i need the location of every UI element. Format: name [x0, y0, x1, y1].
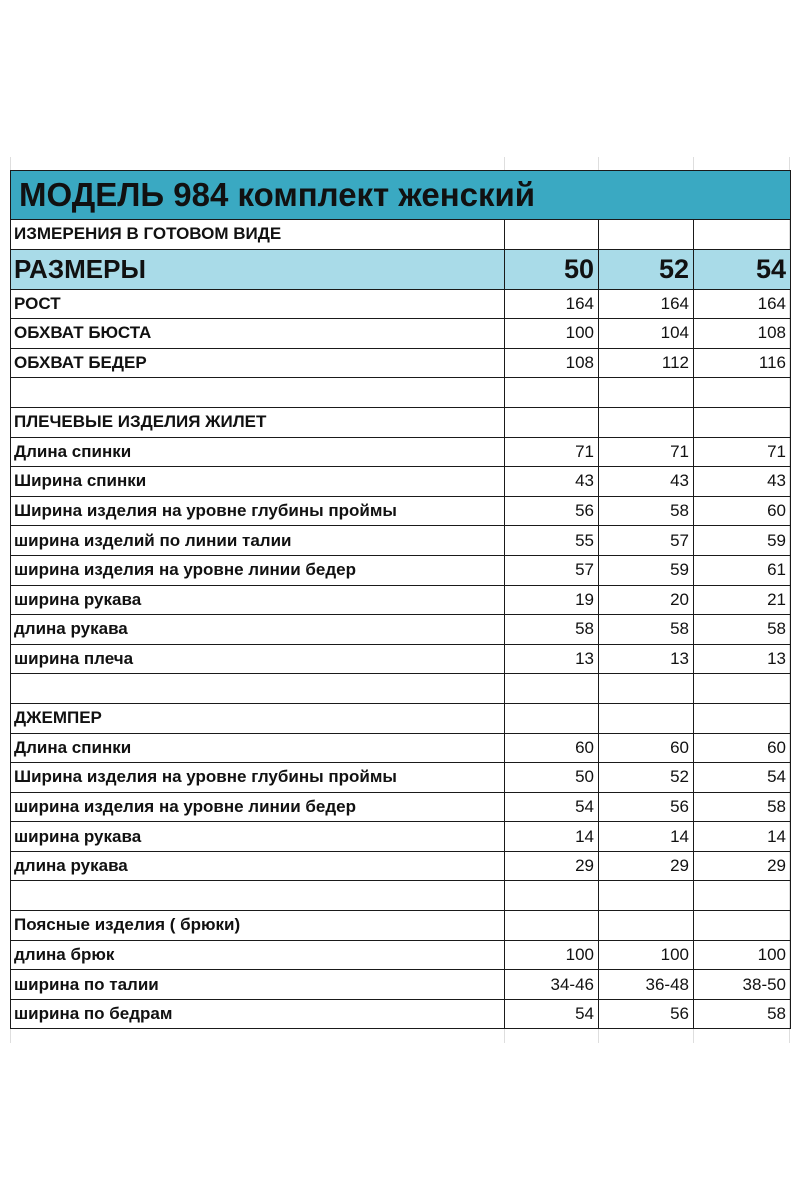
row-label[interactable]: Поясные изделия ( брюки): [11, 911, 505, 941]
table-cell[interactable]: 164: [599, 289, 694, 319]
table-cell[interactable]: 108: [694, 319, 791, 349]
row-label[interactable]: ширина по бедрам: [11, 999, 505, 1029]
table-cell[interactable]: 71: [505, 437, 599, 467]
table-cell[interactable]: 100: [505, 940, 599, 970]
table-cell[interactable]: 14: [694, 822, 791, 852]
table-cell[interactable]: 58: [694, 792, 791, 822]
table-cell[interactable]: 58: [505, 615, 599, 645]
table-cell[interactable]: [694, 378, 791, 408]
table-row: [11, 674, 791, 704]
row-label[interactable]: Длина спинки: [11, 437, 505, 467]
row-label[interactable]: ширина по талии: [11, 970, 505, 1000]
table-row: [11, 970, 791, 1000]
table-cell[interactable]: [694, 911, 791, 941]
row-label[interactable]: ДЖЕМПЕР: [11, 703, 505, 733]
table-cell[interactable]: [599, 220, 694, 250]
table-cell[interactable]: [694, 881, 791, 911]
table-row: [11, 999, 791, 1029]
row-label[interactable]: длина брюк: [11, 940, 505, 970]
sizes-header-row: [11, 249, 791, 289]
table-cell[interactable]: 100: [505, 319, 599, 349]
table-row: [11, 526, 791, 556]
table-cell[interactable]: 58: [694, 999, 791, 1029]
table-row: [11, 378, 791, 408]
table-cell[interactable]: 54: [694, 763, 791, 793]
table-cell[interactable]: 29: [599, 851, 694, 881]
table-cell[interactable]: 20: [599, 585, 694, 615]
table-cell[interactable]: 60: [694, 733, 791, 763]
table-row: [11, 851, 791, 881]
table-cell[interactable]: 116: [694, 348, 791, 378]
table-cell[interactable]: 71: [599, 437, 694, 467]
spreadsheet-sheet: [0, 157, 800, 1043]
table-row: [11, 615, 791, 645]
table-cell[interactable]: 13: [694, 644, 791, 674]
table-row: [11, 792, 791, 822]
table-row: [11, 289, 791, 319]
table-cell[interactable]: 14: [599, 822, 694, 852]
table-cell[interactable]: [505, 911, 599, 941]
table-row: [11, 644, 791, 674]
table-cell[interactable]: 55: [505, 526, 599, 556]
table-cell[interactable]: [505, 881, 599, 911]
table-cell[interactable]: [599, 881, 694, 911]
row-label[interactable]: длина рукава: [11, 851, 505, 881]
row-label[interactable]: Длина спинки: [11, 733, 505, 763]
table-cell[interactable]: [599, 378, 694, 408]
row-label[interactable]: ширина рукава: [11, 822, 505, 852]
row-label[interactable]: ширина изделия на уровне линии бедер: [11, 555, 505, 585]
row-label[interactable]: ширина изделий по линии талии: [11, 526, 505, 556]
subtitle-row: [11, 220, 791, 250]
table-cell[interactable]: 112: [599, 348, 694, 378]
table-cell[interactable]: 13: [505, 644, 599, 674]
table-row: [11, 348, 791, 378]
table-cell[interactable]: [505, 674, 599, 704]
table-cell[interactable]: 164: [694, 289, 791, 319]
table-row: [11, 467, 791, 497]
table-cell[interactable]: [505, 703, 599, 733]
table-cell[interactable]: 38-50: [694, 970, 791, 1000]
table-cell[interactable]: 57: [599, 526, 694, 556]
table-cell[interactable]: [599, 703, 694, 733]
row-label[interactable]: [11, 378, 505, 408]
table-row: [11, 319, 791, 349]
table-cell[interactable]: 164: [505, 289, 599, 319]
table-cell[interactable]: 43: [694, 467, 791, 497]
table-row: [11, 703, 791, 733]
table-cell[interactable]: [505, 220, 599, 250]
table-cell[interactable]: 43: [505, 467, 599, 497]
table-row: [11, 733, 791, 763]
size-header-cell[interactable]: 50: [505, 249, 599, 289]
size-header-cell[interactable]: 54: [694, 249, 791, 289]
size-table: [10, 170, 791, 1029]
table-cell[interactable]: 108: [505, 348, 599, 378]
table-row: [11, 940, 791, 970]
table-cell[interactable]: 29: [505, 851, 599, 881]
table-cell[interactable]: 104: [599, 319, 694, 349]
row-label[interactable]: [11, 881, 505, 911]
row-label[interactable]: ПЛЕЧЕВЫЕ ИЗДЕЛИЯ ЖИЛЕТ: [11, 407, 505, 437]
table-row: [11, 585, 791, 615]
table-row: [11, 822, 791, 852]
table-row: [11, 496, 791, 526]
table-cell[interactable]: 50: [505, 763, 599, 793]
table-row: [11, 437, 791, 467]
table-cell[interactable]: 71: [694, 437, 791, 467]
table-cell[interactable]: 34-46: [505, 970, 599, 1000]
table-row: [11, 881, 791, 911]
table-cell[interactable]: 58: [599, 615, 694, 645]
table-cell[interactable]: [694, 407, 791, 437]
table-cell[interactable]: [694, 220, 791, 250]
sizes-label[interactable]: РАЗМЕРЫ: [11, 249, 505, 289]
row-label[interactable]: ОБХВАТ БЮСТА: [11, 319, 505, 349]
row-label[interactable]: [11, 674, 505, 704]
table-cell[interactable]: 60: [694, 496, 791, 526]
table-cell[interactable]: 29: [694, 851, 791, 881]
title-row: [11, 171, 791, 220]
row-label[interactable]: ОБХВАТ БЕДЕР: [11, 348, 505, 378]
table-cell[interactable]: 58: [599, 496, 694, 526]
row-label[interactable]: ширина рукава: [11, 585, 505, 615]
table-cell[interactable]: 57: [505, 555, 599, 585]
table-subtitle[interactable]: ИЗМЕРЕНИЯ В ГОТОВОМ ВИДЕ: [11, 220, 505, 250]
table-cell[interactable]: 19: [505, 585, 599, 615]
table-cell[interactable]: [599, 674, 694, 704]
row-label[interactable]: РОСТ: [11, 289, 505, 319]
table-cell[interactable]: [599, 407, 694, 437]
table-cell[interactable]: [599, 911, 694, 941]
table-cell[interactable]: 56: [599, 999, 694, 1029]
table-cell[interactable]: [694, 674, 791, 704]
table-cell[interactable]: 36-48: [599, 970, 694, 1000]
row-label[interactable]: ширина плеча: [11, 644, 505, 674]
table-cell[interactable]: [505, 378, 599, 408]
table-row: [11, 911, 791, 941]
table-row: [11, 407, 791, 437]
row-label[interactable]: Ширина спинки: [11, 467, 505, 497]
table-cell[interactable]: [694, 703, 791, 733]
table-cell[interactable]: 43: [599, 467, 694, 497]
table-cell[interactable]: 60: [599, 733, 694, 763]
table-cell[interactable]: 100: [694, 940, 791, 970]
table-cell[interactable]: 52: [599, 763, 694, 793]
row-label[interactable]: длина рукава: [11, 615, 505, 645]
size-header-cell[interactable]: 52: [599, 249, 694, 289]
table-cell[interactable]: 14: [505, 822, 599, 852]
row-label[interactable]: Ширина изделия на уровне глубины проймы: [11, 496, 505, 526]
row-label[interactable]: ширина изделия на уровне линии бедер: [11, 792, 505, 822]
row-label[interactable]: Ширина изделия на уровне глубины проймы: [11, 763, 505, 793]
table-cell[interactable]: 58: [694, 615, 791, 645]
table-title[interactable]: МОДЕЛЬ 984 комплект женский: [11, 171, 791, 220]
table-cell[interactable]: 21: [694, 585, 791, 615]
table-cell[interactable]: 56: [599, 792, 694, 822]
table-cell[interactable]: [505, 407, 599, 437]
table-cell[interactable]: 56: [505, 496, 599, 526]
table-cell[interactable]: 54: [505, 792, 599, 822]
table-cell[interactable]: 54: [505, 999, 599, 1029]
table-row: [11, 555, 791, 585]
table-row: [11, 763, 791, 793]
table-cell[interactable]: 100: [599, 940, 694, 970]
table-cell[interactable]: 13: [599, 644, 694, 674]
table-cell[interactable]: 59: [694, 526, 791, 556]
table-cell[interactable]: 61: [694, 555, 791, 585]
table-cell[interactable]: 59: [599, 555, 694, 585]
table-cell[interactable]: 60: [505, 733, 599, 763]
